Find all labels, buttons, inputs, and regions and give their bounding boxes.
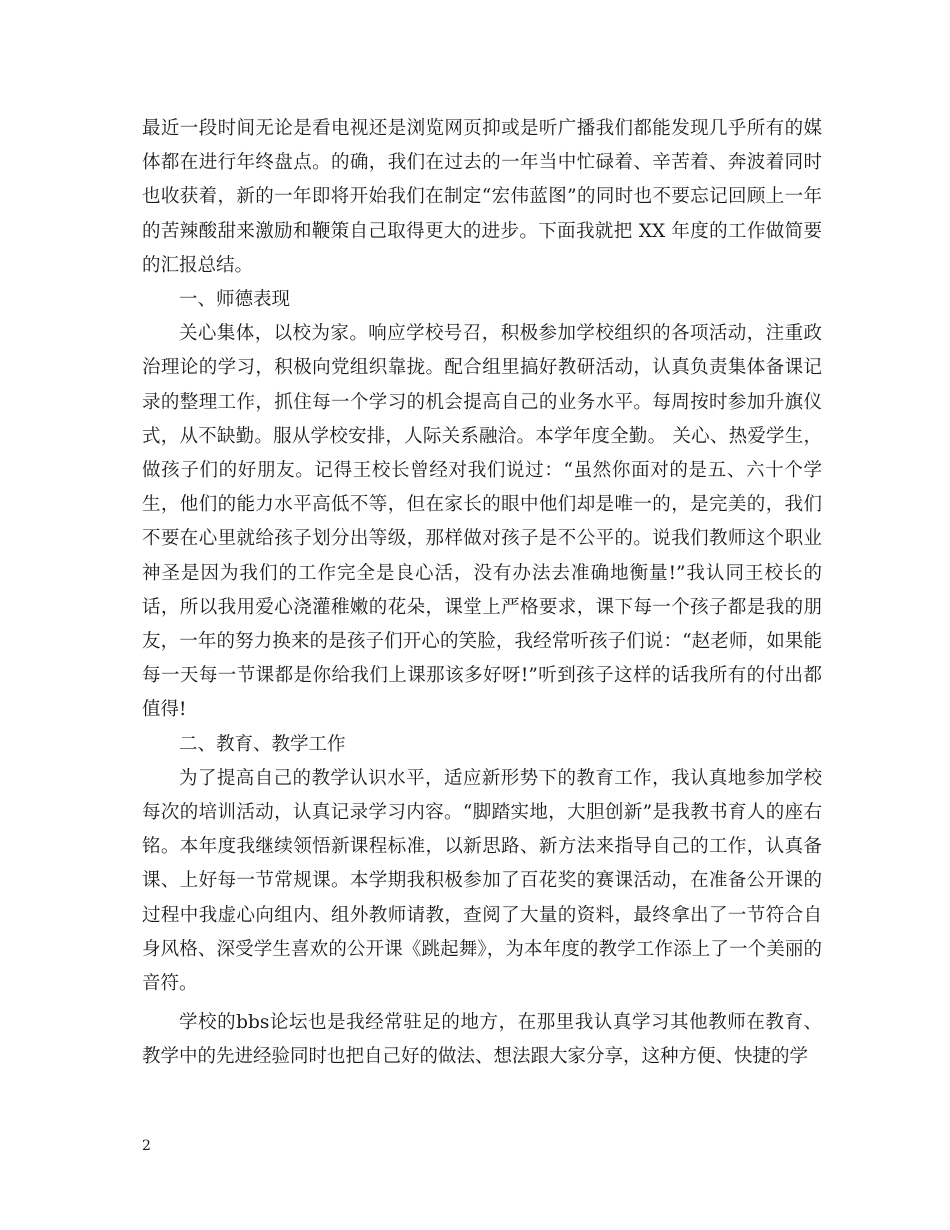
- paragraph-teaching: 为了提高自己的教学认识水平，适应新形势下的教育工作，我认真地参加学校每次的培训活动，认真记录学习内容。“脚踏实地，大胆创新”是我教书育人的座右铭。本年度我继续领悟新课程标准，以新思路、新方法来指导自己的工作，认真备课、上好每一节常规课。本学期我积极参加了百花奖的赛课活动，在准备公开课的过程中我虚心向组内、组外教师请教，查阅了大量的资料，最终拿出了一节符合自身风格、深受学生喜欢的公开课《跳起舞》，为本年度的教学工作添上了一个美丽的音符。: [142, 767, 822, 995]
- paragraph-bbs-forum: 学校的bbs论坛也是我经常驻足的地方，在那里我认真学习其他教师在教育、教学中的先进经验同时也把自己好的做法、想法跟大家分享，这种方便、快捷的学: [142, 1012, 822, 1068]
- page-number: 2: [142, 1138, 151, 1154]
- document-body: [142, 112, 822, 1075]
- section-heading-ethics: 一、师德表现: [179, 289, 291, 311]
- paragraph-ethics: 关心集体，以校为家。响应学校号召，积极参加学校组织的各项活动，注重政治理论的学习，积极向党组织靠拢。配合组里搞好教研活动，认真负责集体备课记录的整理工作，抓住每一个学习的机会提高自己的业务水平。每周按时参加升旗仪式，从不缺勤。服从学校安排，人际关系融洽。本学年度全勤。 关心、热爱学生，做孩子们的好朋友。记得王校长曾经对我们说过：“虽然你面对的是五、六十个学生，他们的能力水平高低不等，但在家长的眼中他们却是唯一的，是完美的，我们不要在心里就给孩子划分出等级，那样做对孩子是不公平的。说我们教师这个职业神圣是因为我们的工作完全是良心活，没有办法去准确地衡量!”我认同王校长的话，所以我用爱心浇灌稚嫩的花朵，课堂上严格要求，课下每一个孩子都是我的朋友，一年的努力换来的是孩子们开心的笑脸，我经常听孩子们说：“赵老师，如果能每一天每一节课都是你给我们上课那该多好呀!”听到孩子这样的话我所有的付出都值得!: [142, 323, 822, 721]
- section-heading-teaching: 二、教育、教学工作: [179, 733, 346, 755]
- paragraph-intro: 最近一段时间无论是看电视还是浏览网页抑或是听广播我们都能发现几乎所有的媒体都在进行年终盘点。的确，我们在过去的一年当中忙碌着、辛苦着、奔波着同时也收获着，新的一年即将开始我们在制定“宏伟蓝图”的同时也不要忘记回顾上一年的苦辣酸甜来激励和鞭策自己取得更大的进步。下面我就把 XX 年度的工作做简要的汇报总结。: [142, 118, 822, 276]
